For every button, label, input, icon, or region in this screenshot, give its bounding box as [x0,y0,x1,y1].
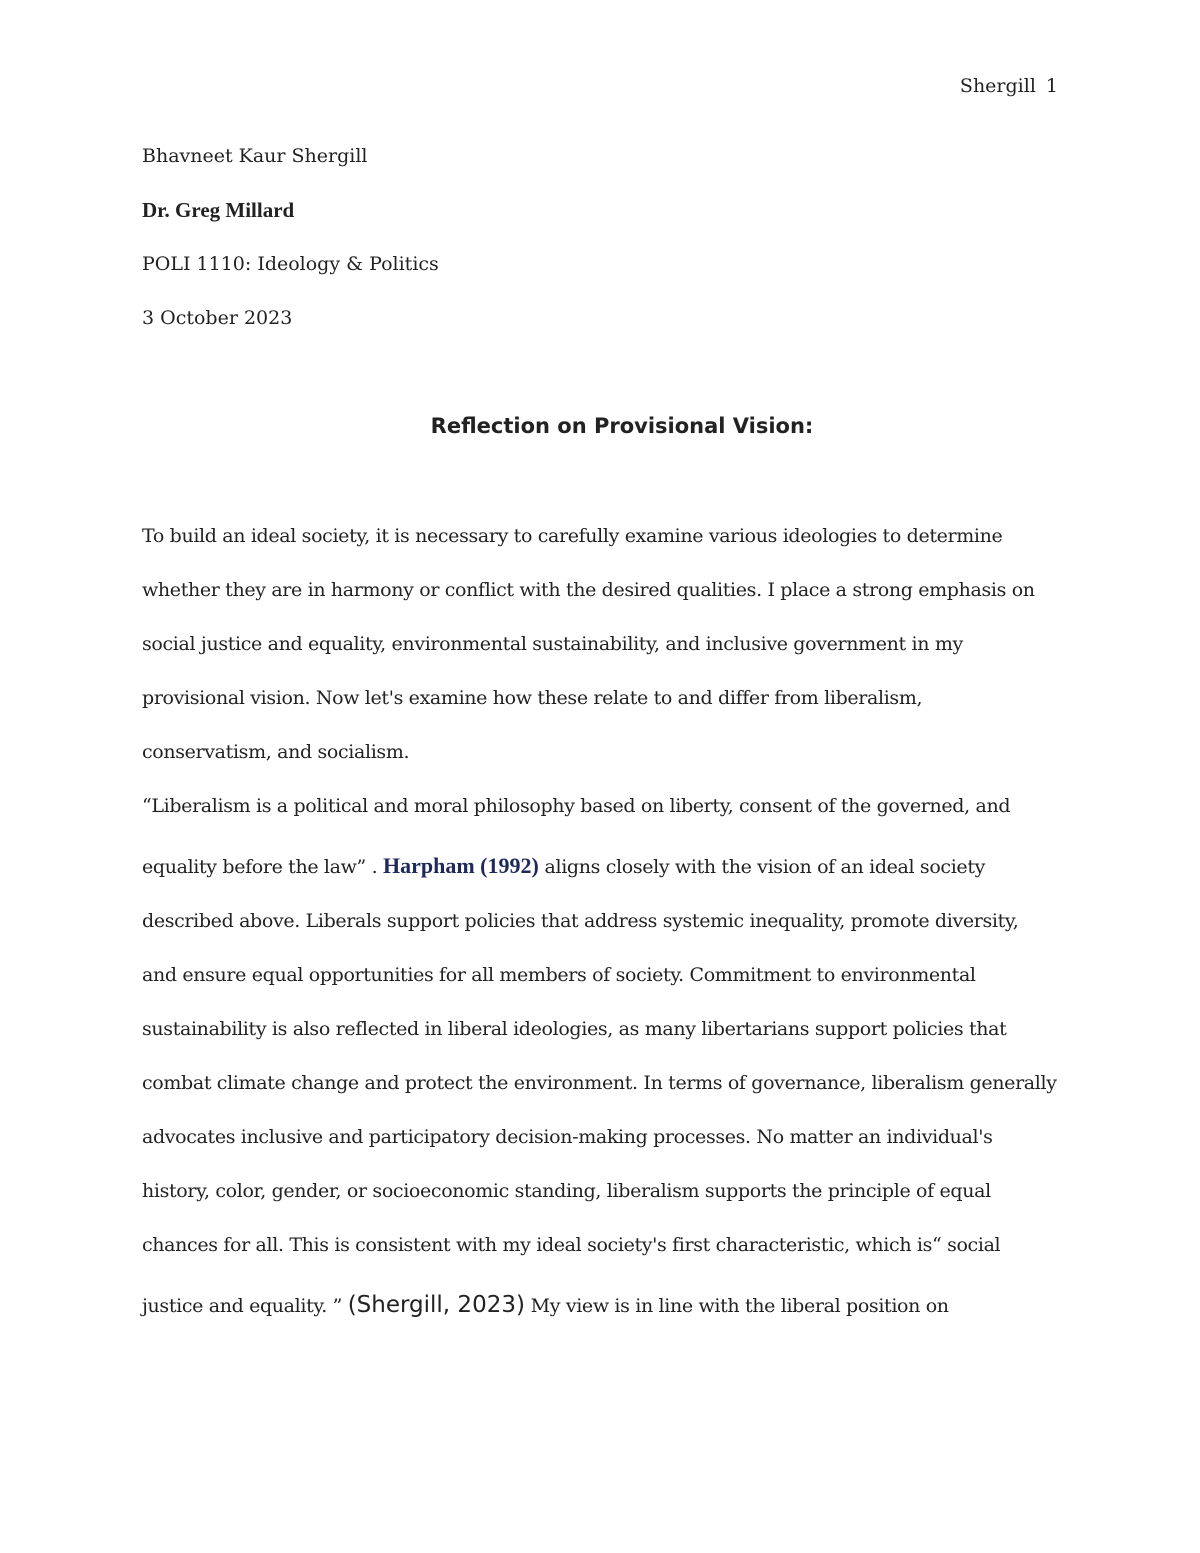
body-line: whether they are in harmony or conflict with the desired qualities. I place a strong emphasis on [142,579,1035,601]
instructor-name: Dr. Greg Millard [142,198,295,222]
body-text: aligns closely with the vision of an ideal society [538,856,985,878]
body-line: described above. Liberals support policies that address systemic inequality, promote diversity, [142,910,1019,932]
body-line: To build an ideal society, it is necessary to carefully examine various ideologies to determine [142,525,1003,547]
body-line: history, color, gender, or socioeconomic standing, liberalism supports the principle of equal [142,1180,991,1202]
page-number: 1 [1045,75,1058,97]
body-line: “Liberalism is a political and moral philosophy based on liberty, consent of the governed, and [142,795,1011,817]
body-line: provisional vision. Now let's examine how these relate to and differ from liberalism, [142,687,923,709]
running-head [960,72,1058,100]
body-line [142,852,985,881]
citation-shergill: (Shergill, 2023) [347,1292,525,1318]
body-line: chances for all. This is consistent with my ideal society's first characteristic, which is“ social [142,1234,1001,1256]
body-line: social justice and equality, environmental sustainability, and inclusive government in my [142,633,963,655]
body-text: justice and equality. ” [142,1295,348,1317]
body-line: sustainability is also reflected in liberal ideologies, as many libertarians support policies that [142,1018,1007,1040]
student-name: Bhavneet Kaur Shergill [142,145,368,167]
mla-heading [142,142,1062,358]
citation-harpham: Harpham (1992) [382,853,539,878]
body-text: equality before the law” . [142,856,383,878]
essay-date: 3 October 2023 [142,307,293,329]
essay-title: Reflection on Provisional Vision: [430,414,814,438]
course-name: POLI 1110: Ideology & Politics [142,253,439,275]
body-line [142,1291,949,1320]
body-text: My view is in line with the liberal position on [524,1295,949,1317]
running-head-name: Shergill [959,75,1036,97]
body-line: advocates inclusive and participatory decision-making processes. No matter an individual's [142,1126,993,1148]
body-line: and ensure equal opportunities for all members of society. Commitment to environmental [142,964,976,986]
body-line: conservatism, and socialism. [142,741,410,763]
body-line: combat climate change and protect the environment. In terms of governance, liberalism generally [142,1072,1057,1094]
